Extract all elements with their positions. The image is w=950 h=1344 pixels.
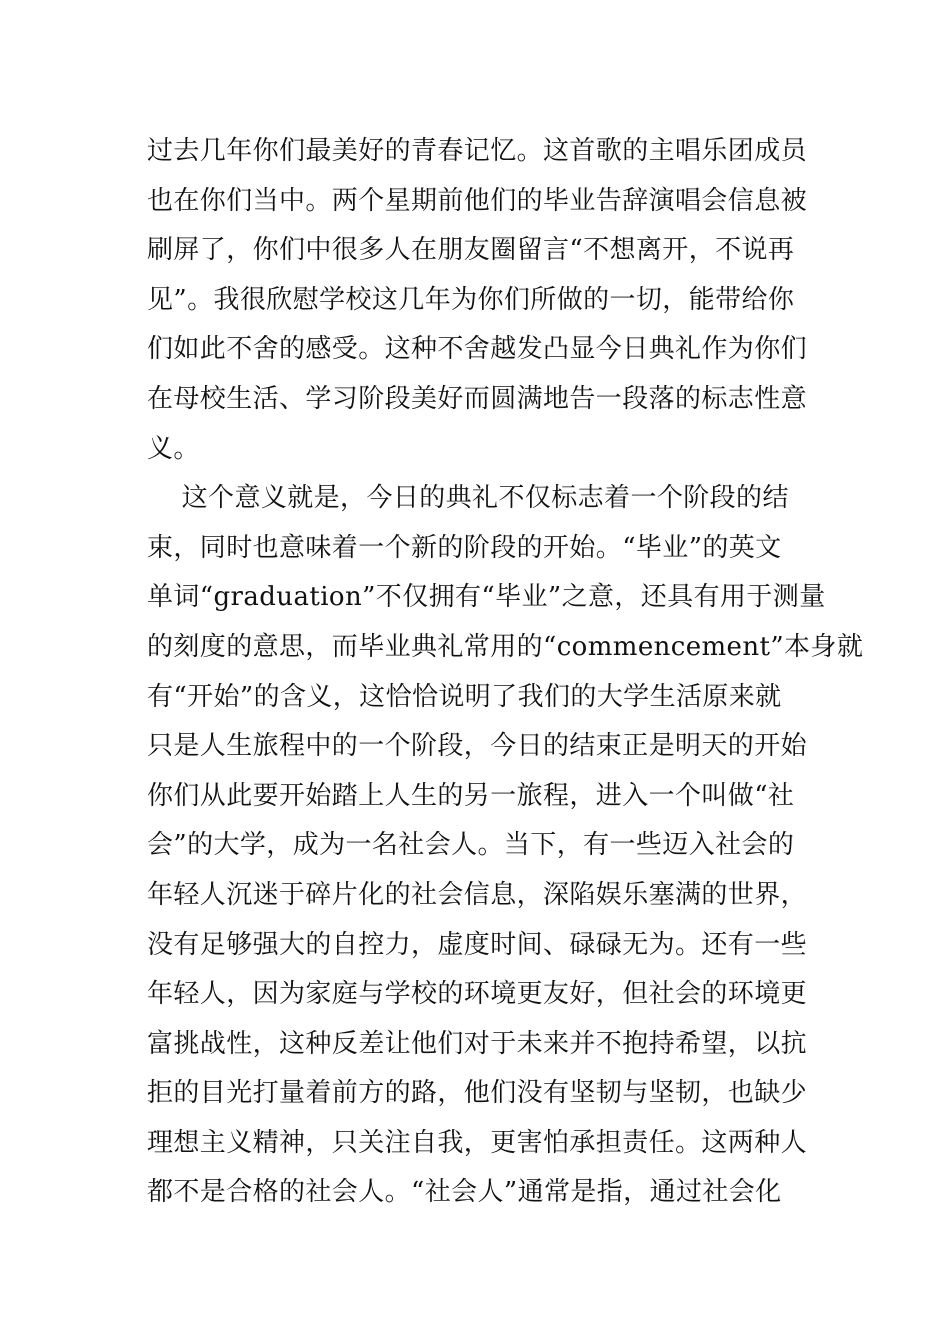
text-line: 单词“graduation”不仅拥有“毕业”之意，还具有用于测量 (147, 582, 826, 613)
text-line: 们如此不舍的感受。这种不舍越发凸显今日典礼作为你们 (147, 334, 808, 365)
text-line: 有“开始”的含义，这恰恰说明了我们的大学生活原来就 (147, 681, 782, 712)
text-line: 没有足够强大的自控力，虚度时间、碌碌无为。还有一些 (147, 929, 808, 960)
text-line: 年轻人沉迷于碎片化的社会信息，深陷娱乐塞满的世界， (147, 879, 808, 910)
text-line: 这个意义就是，今日的典礼不仅标志着一个阶段的结 (147, 483, 789, 514)
text-line: 都不是合格的社会人。“社会人”通常是指，通过社会化 (147, 1177, 782, 1208)
text-line: 义。 (147, 433, 200, 464)
text-line: 会”的大学，成为一名社会人。当下，有一些迈入社会的 (147, 830, 795, 861)
text-line: 也在你们当中。两个星期前他们的毕业告辞演唱会信息被 (147, 185, 808, 216)
body-text (147, 127, 864, 1218)
text-line: 刷屏了，你们中很多人在朋友圈留言“不想离开，不说再 (147, 235, 795, 266)
text-line: 在母校生活、学习阶段美好而圆满地告一段落的标志性意 (147, 383, 808, 414)
text-line: 过去几年你们最美好的青春记忆。这首歌的主唱乐团成员 (147, 136, 808, 166)
text-line: 见”。我很欣慰学校这几年为你们所做的一切，能带给你 (147, 284, 795, 315)
text-line: 年轻人，因为家庭与学校的环境更友好，但社会的环境更 (147, 979, 808, 1010)
text-line: 的刻度的意思，而毕业典礼常用的“commencement”本身就 (147, 631, 864, 662)
text-line: 只是人生旅程中的一个阶段，今日的结束正是明天的开始 (147, 731, 808, 762)
text-line: 拒的目光打量着前方的路，他们没有坚韧与坚韧，也缺少 (147, 1078, 808, 1109)
text-line: 束，同时也意味着一个新的阶段的开始。“毕业”的英文 (147, 532, 782, 563)
text-line: 理想主义精神，只关注自我，更害怕承担责任。这两种人 (147, 1127, 808, 1158)
text-line: 富挑战性，这种反差让他们对于未来并不抱持希望，以抗 (147, 1028, 808, 1059)
text-line: 你们从此要开始踏上人生的另一旅程，进入一个叫做“社 (147, 780, 795, 811)
